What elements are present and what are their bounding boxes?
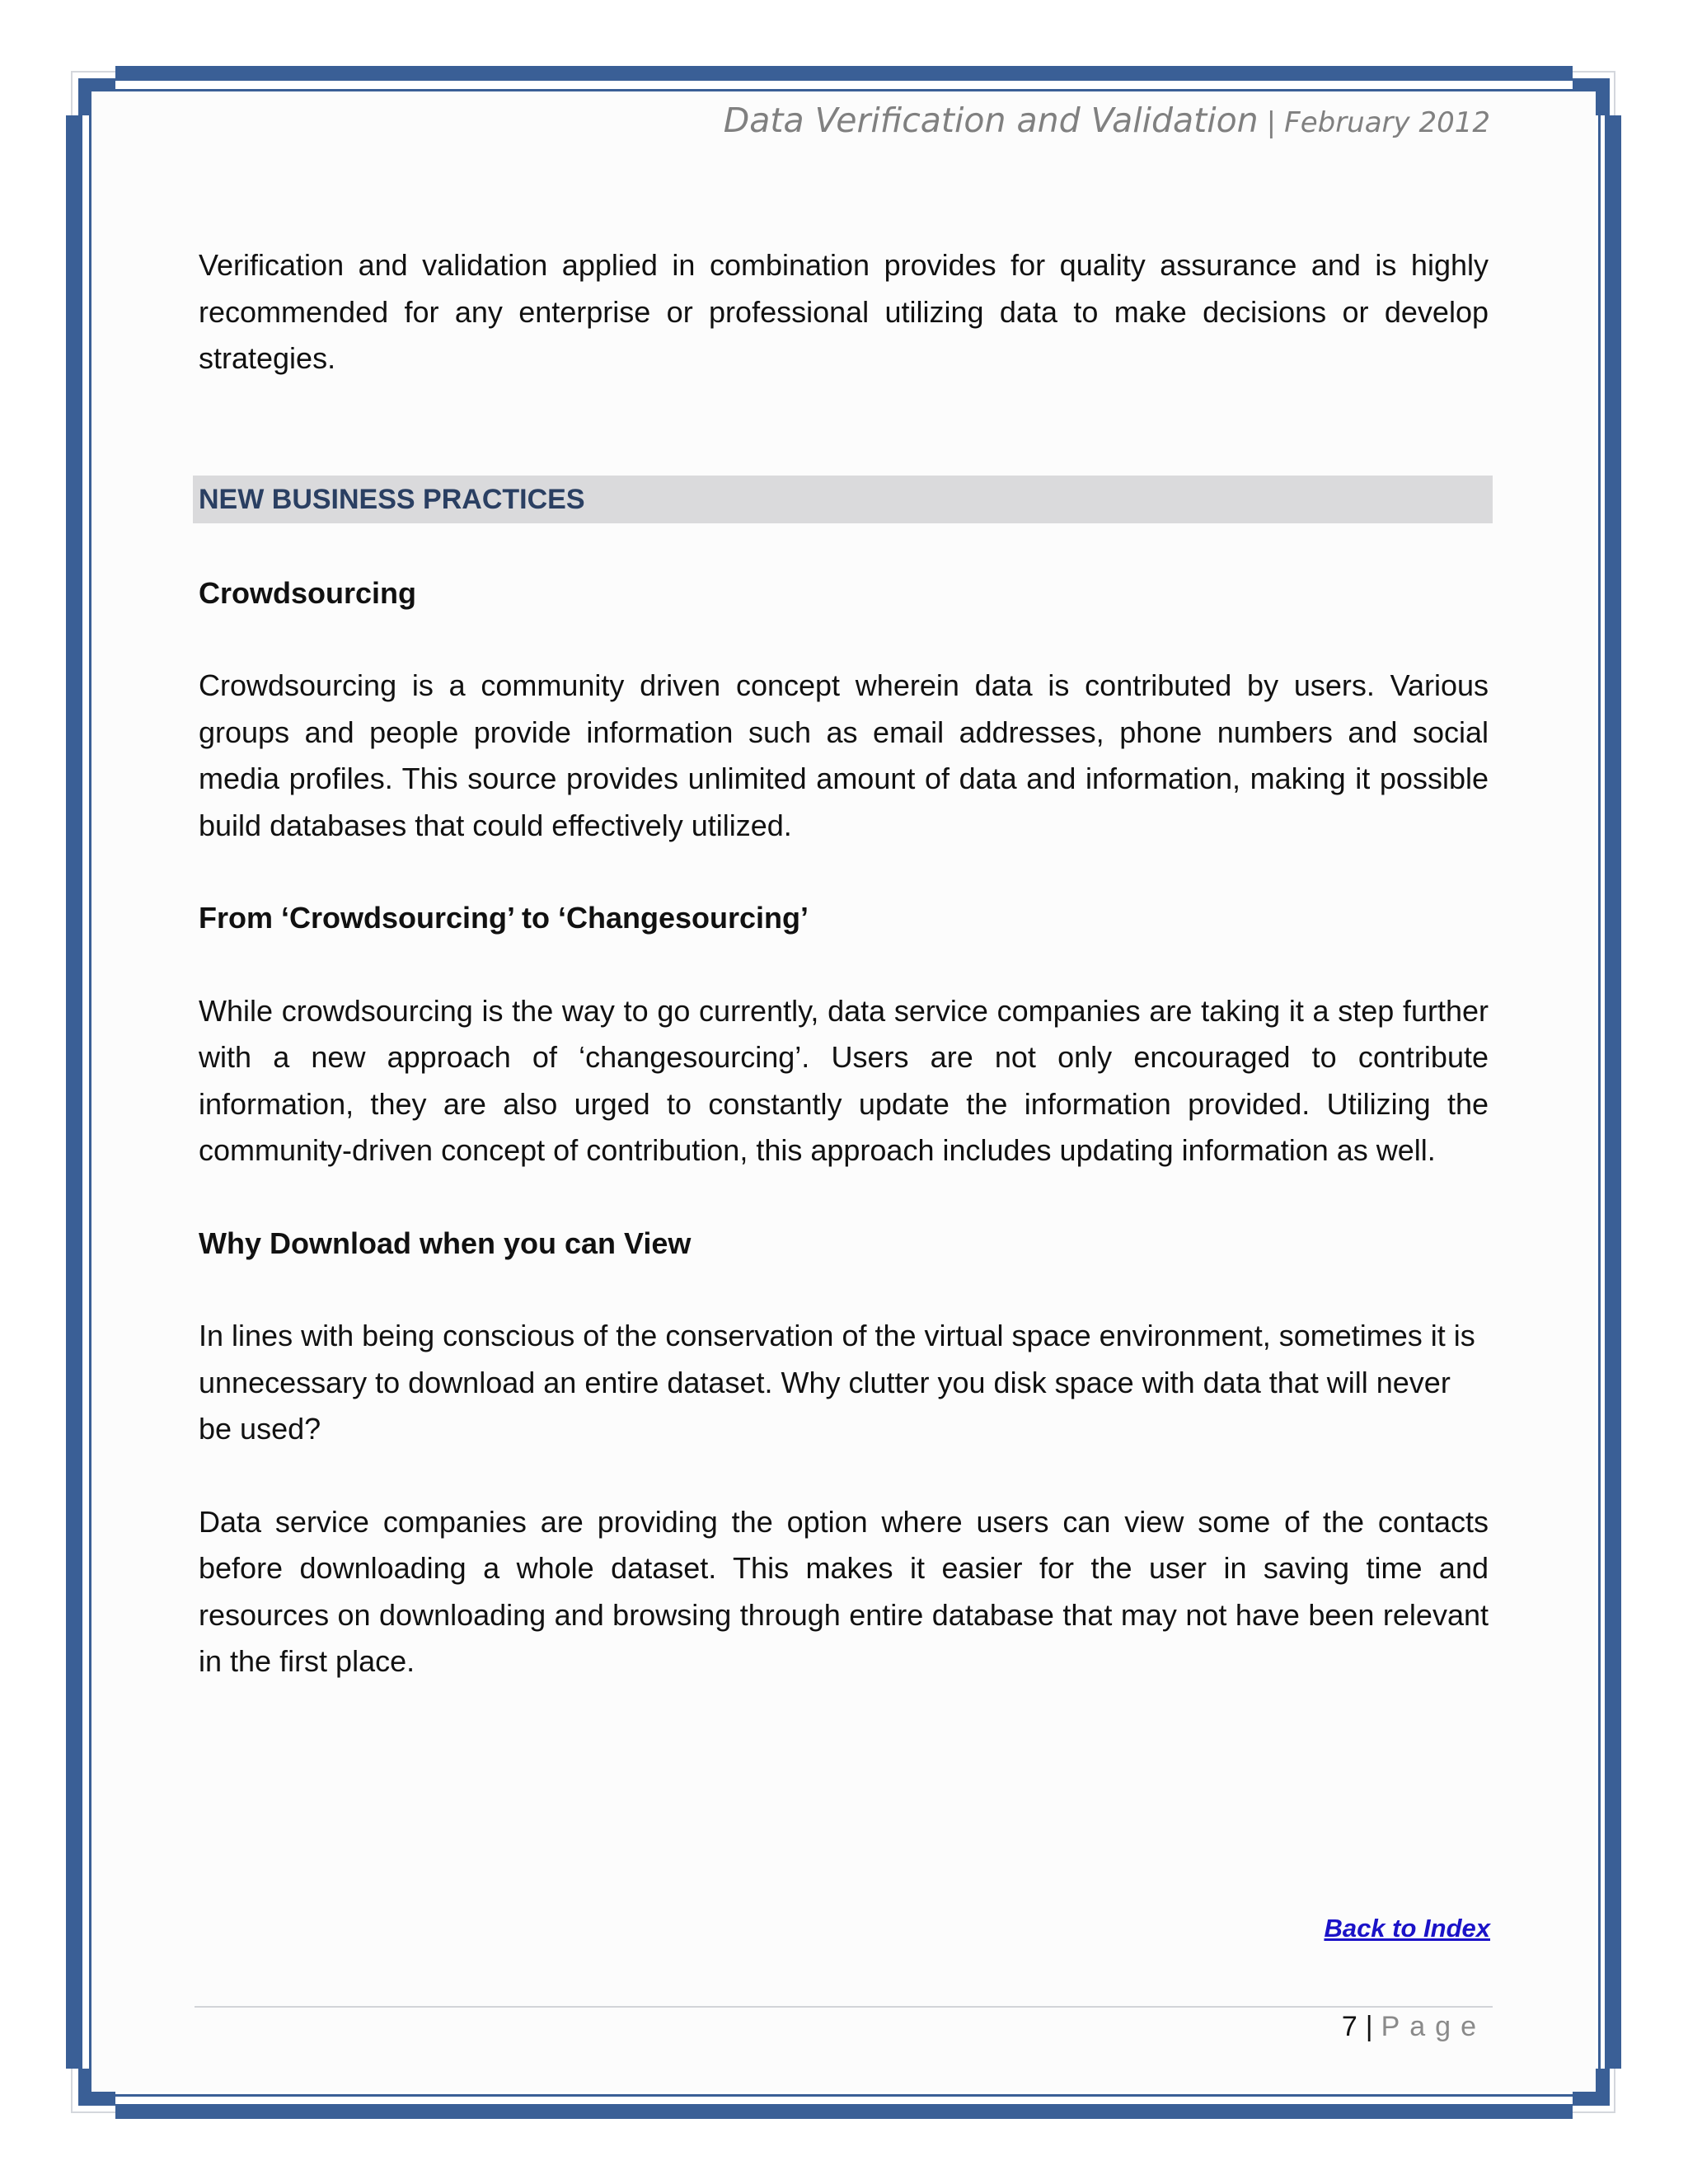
paragraph-changesourcing: While crowdsourcing is the way to go currently, data service companies are taking it a step further with a new approach of ‘changesourcing’. Users are not only encouraged to contribute information, they are also urged to constantly update the information provided. Utilizing the community-driven concept of contribution, this approach includes updating information as well. [199, 993, 1489, 1167]
frame-right-bar [1605, 115, 1621, 2069]
frame-bottom-bar [115, 2104, 1573, 2119]
page-number-value: 7 [1341, 2011, 1357, 2042]
paragraph-download-view-1: In lines with being conscious of the conservation of the virtual space environment, sometimes it is unnecessary to download an entire dataset. Why clutter you disk space with data that will never be used? [199, 1319, 1475, 1446]
page-number-separator: | [1365, 2011, 1373, 2042]
back-to-index-link[interactable]: Back to Index [1324, 1914, 1490, 1943]
page-word: Page [1381, 2011, 1486, 2042]
header-separator: | [1266, 106, 1277, 139]
paragraph-crowdsourcing: Crowdsourcing is a community driven concept wherein data is contributed by users. Various groups and people provide information such as email addresses, phone numbers and social media profiles. This source provides unlimited amount of data and information, making it possible build databases that could effectively utilized. [199, 668, 1489, 842]
intro-paragraph: Verification and validation applied in combination provides for quality assurance and is highly recommended for any enterprise or professional utilizing data to make decisions or develop strategies. [199, 248, 1489, 375]
page-body [199, 242, 1489, 1685]
paragraph-download-view-2: Data service companies are providing the option where users can view some of the contacts before downloading a whole dataset. This makes it easier for the user in saving time and resources on downloading and browsing through entire database that may not have been relevant in the first place. [199, 1504, 1489, 1678]
header-date: February 2012 [1284, 106, 1490, 139]
subheading-changesourcing: From ‘Crowdsourcing’ to ‘Changesourcing’ [199, 901, 809, 935]
frame-top-bar [115, 66, 1573, 81]
footer-divider [195, 2006, 1493, 2008]
header-title: Data Verification and Validation [723, 101, 1259, 140]
subheading-download-view: Why Download when you can View [199, 1226, 692, 1260]
subheading-crowdsourcing: Crowdsourcing [199, 575, 417, 610]
section-heading: NEW BUSINESS PRACTICES [193, 476, 1493, 523]
page-number [1342, 2011, 1486, 2043]
running-header [724, 101, 1490, 140]
frame-left-bar [66, 115, 82, 2069]
